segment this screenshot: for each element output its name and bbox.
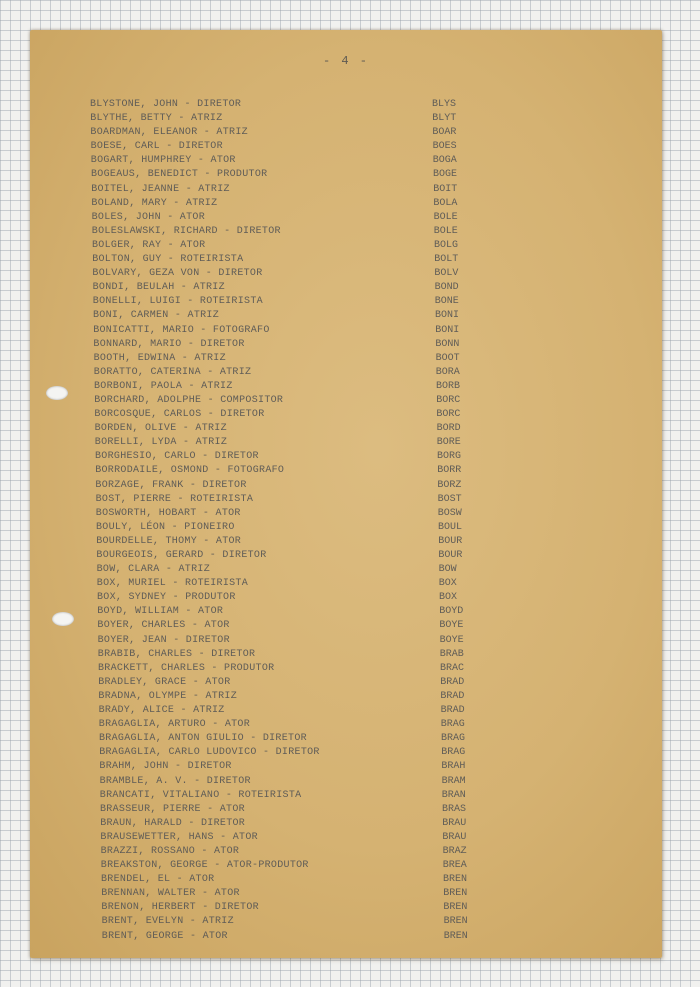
entry-name: BRENDEL, EL - ATOR <box>101 874 215 886</box>
entry-name: BRAGAGLIA, ARTURO - ATOR <box>98 719 251 731</box>
entry-name: BOOTH, EDWINA - ATRIZ <box>93 352 226 364</box>
list-item <box>93 281 510 295</box>
entry-code: BOLT <box>434 254 459 266</box>
list-item <box>94 380 510 394</box>
entry-name: BRABIB, CHARLES - DIRETOR <box>97 648 256 660</box>
list-item <box>102 930 510 944</box>
list-item <box>100 803 510 817</box>
entry-code: BORC <box>436 409 461 421</box>
entry-name: BORDEN, OLIVE - ATRIZ <box>94 423 227 435</box>
entry-code: BREN <box>443 888 468 900</box>
entry-name: BREAKSTON, GEORGE - ATOR-PRODUTOR <box>100 860 309 872</box>
entry-code: BRAN <box>441 789 466 801</box>
list-item <box>90 98 510 112</box>
entry-name: BOITEL, JEANNE - ATRIZ <box>91 183 230 195</box>
entry-code: BRAM <box>441 775 466 787</box>
entry-name: BRADY, ALICE - ATRIZ <box>98 705 225 717</box>
list-item <box>92 239 510 253</box>
entry-name: BORGHESIO, CARLO - DIRETOR <box>95 451 259 463</box>
entry-code: BREA <box>442 860 467 872</box>
list-item <box>100 775 510 789</box>
entry-name: BOLVARY, GEZA VON - DIRETOR <box>92 268 263 280</box>
entry-code: BORA <box>435 366 460 378</box>
entry-code: BOAR <box>432 127 457 139</box>
list-item <box>91 140 510 154</box>
entry-code: BONE <box>434 296 459 308</box>
entry-code: BRAU <box>442 817 467 829</box>
list-item <box>101 859 510 873</box>
entry-code: BOYE <box>439 620 464 632</box>
entry-name: BOURDELLE, THOMY - ATOR <box>96 535 242 547</box>
entry-name: BRAGAGLIA, CARLO LUDOVICO - DIRETOR <box>99 747 320 759</box>
punch-hole-upper <box>46 386 68 400</box>
list-item <box>91 197 510 211</box>
list-item <box>101 873 510 887</box>
list-item <box>93 338 510 352</box>
entry-name: BRADNA, OLYMPE - ATRIZ <box>98 690 238 702</box>
entry-name: BOSWORTH, HOBART - ATOR <box>95 507 241 519</box>
list-item <box>96 549 510 563</box>
list-item <box>101 845 510 859</box>
list-item <box>97 619 510 633</box>
entry-code: BOST <box>437 493 462 505</box>
entry-code: BRAG <box>440 719 465 731</box>
list-item <box>99 760 510 774</box>
entry-name: BORZAGE, FRANK - DIRETOR <box>95 479 247 491</box>
entry-code: BOX <box>439 592 458 604</box>
entry-code: BOIT <box>433 183 458 195</box>
entry-code: BRAG <box>441 747 466 759</box>
entry-code: BONI <box>435 310 460 322</box>
list-item <box>94 408 510 422</box>
entry-code: BOLG <box>434 239 459 251</box>
entry-code: BOLA <box>433 197 458 209</box>
entry-code: BONN <box>435 338 460 350</box>
entry-name: BORELLI, LYDA - ATRIZ <box>94 437 228 449</box>
list-item <box>99 718 510 732</box>
entry-code: BRAS <box>442 803 467 815</box>
entry-code: BOOT <box>435 352 460 364</box>
entry-name: BRAGAGLIA, ANTON GIULIO - DIRETOR <box>99 733 307 745</box>
entry-code: BOLE <box>433 211 458 223</box>
entry-code: BOSW <box>437 507 462 519</box>
entry-name: BOGEAUS, BENEDICT - PRODUTOR <box>91 169 268 181</box>
list-item <box>95 422 510 436</box>
list-item <box>95 450 510 464</box>
list-item <box>100 817 510 831</box>
entry-name: BRAUSEWETTER, HANS - ATOR <box>100 831 258 843</box>
entry-code: BREN <box>443 930 468 942</box>
entry-code: BOND <box>434 282 459 294</box>
list-item <box>98 662 510 676</box>
entry-name: BOYER, CHARLES - ATOR <box>97 620 230 632</box>
list-item <box>91 168 510 182</box>
entry-code: BOLV <box>434 268 459 280</box>
entry-name: BORBONI, PAOLA - ATRIZ <box>94 380 233 392</box>
entry-name: BOGART, HUMPHREY - ATOR <box>90 155 236 167</box>
entry-code: BORZ <box>437 479 462 491</box>
list-item <box>93 324 510 338</box>
list-item <box>99 732 510 746</box>
entry-code: BRAD <box>440 676 465 688</box>
list-item <box>92 267 510 281</box>
entry-name: BRASSEUR, PIERRE - ATOR <box>100 803 245 815</box>
entry-code: BOUR <box>438 535 463 547</box>
list-item <box>97 591 510 605</box>
list-item <box>98 676 510 690</box>
entry-name: BONI, CARMEN - ATRIZ <box>93 310 220 322</box>
entry-name: BOX, SYDNEY - PRODUTOR <box>97 592 236 604</box>
entry-name: BONNARD, MARIO - DIRETOR <box>93 338 245 350</box>
entry-name: BRAZZI, ROSSANO - ATOR <box>100 845 240 857</box>
list-item <box>93 295 510 309</box>
list-item <box>95 464 510 478</box>
entry-code: BRAC <box>440 662 465 674</box>
list-item <box>94 366 510 380</box>
entry-code: BREN <box>443 902 468 914</box>
entry-name: BOLAND, MARY - ATRIZ <box>91 197 218 209</box>
entry-name: BOLTON, GUY - ROTEIRISTA <box>92 254 244 266</box>
entry-name: BRANCATI, VITALIANO - ROTEIRISTA <box>99 789 302 801</box>
entry-name: BORATTO, CATERINA - ATRIZ <box>93 366 252 378</box>
entry-code: BOX <box>438 578 457 590</box>
entry-name: BOW, CLARA - ATRIZ <box>96 564 211 576</box>
entry-name: BOYER, JEAN - DIRETOR <box>97 634 230 646</box>
list-item <box>96 535 510 549</box>
entry-name: BRAUN, HARALD - DIRETOR <box>100 817 246 829</box>
entry-code: BOW <box>438 564 457 576</box>
entry-name: BOYD, WILLIAM - ATOR <box>97 606 224 618</box>
list-item <box>92 211 510 225</box>
list-item <box>92 225 510 239</box>
entry-name: BORCHARD, ADOLPHE - COMPOSITOR <box>94 394 284 406</box>
entry-name: BOST, PIERRE - ROTEIRISTA <box>95 493 254 505</box>
entry-code: BRAG <box>441 733 466 745</box>
list-item <box>101 901 510 915</box>
entry-code: BORB <box>436 380 461 392</box>
list-item <box>95 479 510 493</box>
list-item <box>93 309 510 323</box>
entry-code: BRAH <box>441 761 466 773</box>
list-item <box>90 126 510 140</box>
page-number: - 4 - <box>322 54 369 68</box>
list-item <box>91 183 510 197</box>
entry-name: BLYTHE, BETTY - ATRIZ <box>90 113 223 125</box>
entry-name: BRENNAN, WALTER - ATOR <box>101 888 240 900</box>
entry-name: BOLESLAWSKI, RICHARD - DIRETOR <box>91 225 281 237</box>
entry-code: BOGA <box>432 155 457 167</box>
list-item <box>94 352 510 366</box>
entry-name: BOESE, CARL - DIRETOR <box>90 141 223 153</box>
entry-name: BOULY, LÉON - PIONEIRO <box>96 521 235 533</box>
entry-code: BORG <box>437 451 462 463</box>
entry-code: BORE <box>436 437 461 449</box>
list-item <box>96 521 510 535</box>
entry-code: BREN <box>443 874 468 886</box>
entry-name: BRAHM, JOHN - DIRETOR <box>99 761 232 773</box>
list-item <box>96 493 510 507</box>
list-item <box>99 746 510 760</box>
entry-code: BRAB <box>439 648 464 660</box>
list-item <box>101 887 510 901</box>
entry-code: BRAU <box>442 831 467 843</box>
entry-code: BLYS <box>432 99 457 110</box>
entry-name: BRADLEY, GRACE - ATOR <box>98 676 231 688</box>
entry-name: BOX, MURIEL - ROTEIRISTA <box>96 578 249 590</box>
entry-name: BRAMBLE, A. V. - DIRETOR <box>99 775 251 787</box>
list-item <box>98 690 510 704</box>
list-item <box>97 563 510 577</box>
list-item <box>95 436 510 450</box>
entry-code: BOES <box>432 141 457 153</box>
entry-name: BOLGER, RAY - ATOR <box>92 239 206 251</box>
list-item <box>98 648 510 662</box>
entry-code: BREN <box>443 916 468 928</box>
list-item <box>94 394 510 408</box>
entry-name: BOARDMAN, ELEANOR - ATRIZ <box>90 127 248 139</box>
entry-code: BOUR <box>438 550 463 561</box>
typewritten-page <box>30 30 662 958</box>
list-item <box>96 507 510 521</box>
list-item <box>92 253 510 267</box>
entry-code: BONI <box>435 324 460 336</box>
entry-code: BOGE <box>433 169 458 181</box>
punch-hole-lower <box>52 612 74 626</box>
entry-name: BONDI, BEULAH - ATRIZ <box>92 282 225 294</box>
entry-code: BORD <box>436 423 461 435</box>
entry-code: BRAZ <box>442 845 467 857</box>
entry-name: BOURGEOIS, GERARD - DIRETOR <box>96 550 267 561</box>
list-item <box>91 154 510 168</box>
entry-name: BRACKETT, CHARLES - PRODUTOR <box>98 662 275 674</box>
entry-name: BRENON, HERBERT - DIRETOR <box>101 902 259 914</box>
entry-code: BLYT <box>432 113 457 125</box>
list-item <box>102 915 510 929</box>
list-item <box>98 634 510 648</box>
entry-name: BORCOSQUE, CARLOS - DIRETOR <box>94 409 265 421</box>
entry-name: BONICATTI, MARIO - FOTOGRAFO <box>93 324 270 336</box>
entry-name: BRENT, GEORGE - ATOR <box>101 930 228 942</box>
list-item <box>100 831 510 845</box>
list-item <box>90 112 510 126</box>
entry-code: BOUL <box>438 521 463 533</box>
entry-code: BRAD <box>440 690 465 702</box>
list-item <box>97 577 510 591</box>
entry-code: BOYD <box>439 606 464 618</box>
entry-name: BOLES, JOHN - ATOR <box>91 211 206 223</box>
list-item <box>100 789 510 803</box>
list-item <box>99 704 510 718</box>
entry-name: BRENT, EVELYN - ATRIZ <box>101 916 234 928</box>
entry-code: BORC <box>436 394 461 406</box>
entry-code: BRAD <box>440 705 465 717</box>
entry-name: BLYSTONE, JOHN - DIRETOR <box>90 99 242 110</box>
filmography-index-list <box>90 98 510 944</box>
entry-code: BORR <box>437 465 462 477</box>
list-item <box>97 605 510 619</box>
entry-code: BOLE <box>433 225 458 237</box>
entry-code: BOYE <box>439 634 464 646</box>
entry-name: BORRODAILE, OSMOND - FOTOGRAFO <box>95 465 285 477</box>
entry-name: BONELLI, LUIGI - ROTEIRISTA <box>92 296 263 308</box>
